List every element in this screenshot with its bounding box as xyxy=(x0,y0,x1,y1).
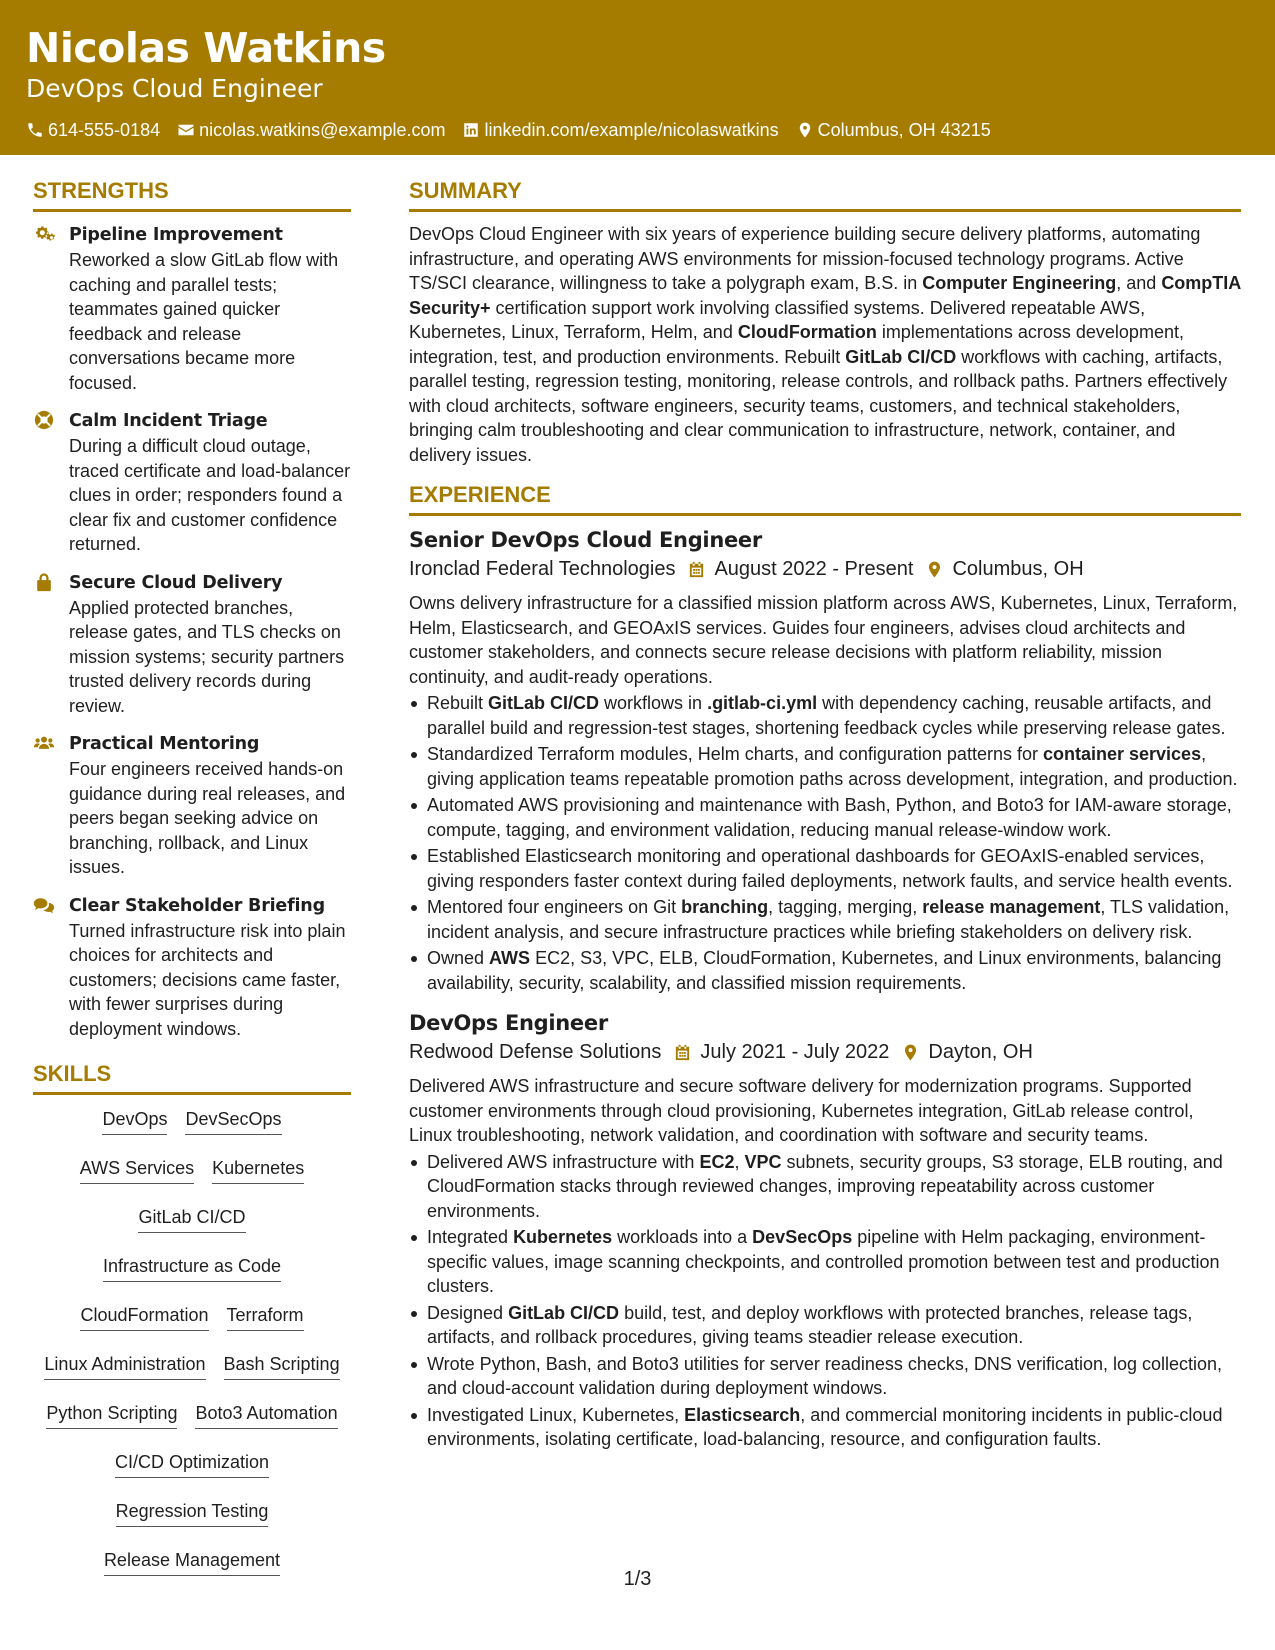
skill-tag: Infrastructure as Code xyxy=(103,1254,281,1282)
resume-header xyxy=(0,0,1275,155)
job-bullet xyxy=(409,1301,1241,1350)
strength-item xyxy=(33,222,351,395)
strength-title: Calm Incident Triage xyxy=(69,411,268,431)
contact-email[interactable] xyxy=(177,118,445,142)
skill-tag: Terraform xyxy=(227,1303,304,1331)
right-column xyxy=(409,176,1241,1466)
skill-tag: Python Scripting xyxy=(46,1401,177,1429)
summary-text xyxy=(409,222,1241,467)
bold-text: GitLab CI/CD xyxy=(488,693,600,713)
job-entry xyxy=(409,1009,1241,1452)
bold-text: GitLab CI/CD xyxy=(845,346,957,367)
job-bullet xyxy=(409,742,1241,791)
bold-text: branching xyxy=(681,897,769,917)
text-run: workflows in xyxy=(599,693,708,713)
text-run: with dependency caching, reusable artifacts, and parallel build and regression-test stages, shortening feedback cycles while preserving release gates. xyxy=(427,693,1226,738)
bold-text: .gitlab-ci.yml xyxy=(707,693,818,713)
job-location: Columbus, OH xyxy=(952,558,1084,580)
strength-title: Pipeline Improvement xyxy=(69,225,283,245)
skill-tag: Regression Testing xyxy=(116,1499,269,1527)
text-run: Established Elasticsearch monitoring and operational dashboards for GEOAxIS-enabled services, giving responders faster context during failed deployments, network faults, and service health events. xyxy=(427,846,1233,891)
text-run: build, test, and deploy workflows with protected branches, release tags, artifacts, and rollback procedures, giving teams steadier release execution. xyxy=(427,1302,1193,1347)
contact-location xyxy=(796,118,991,142)
phone-icon xyxy=(26,121,44,139)
strength-desc: Reworked a slow GitLab flow with caching and parallel tests; teammates gained quicker feedback and release conversations became more focused. xyxy=(69,250,339,393)
text-run: Designed xyxy=(427,1302,509,1323)
bold-text: CompTIA Security+ xyxy=(409,273,1241,318)
map-pin-icon xyxy=(925,560,944,579)
comments-icon xyxy=(33,895,55,915)
text-run: workloads into a xyxy=(612,1227,753,1247)
text-run: Investigated Linux, Kubernetes, xyxy=(427,1404,685,1425)
candidate-title: DevOps Cloud Engineer xyxy=(26,74,323,103)
text-run: Rebuilt xyxy=(427,693,489,713)
text-run: , tagging, merging, xyxy=(768,897,923,917)
job-description: Owns delivery infrastructure for a classified mission platform across AWS, Kubernetes, Linux, Terraform, Helm, Elasticsearch, and GEOAxIS services. Guides four engineers, advises cloud architects and customer stakeholders, and connects secure release decisions with platform reliability, mission continuity, and audit-ready operations. xyxy=(409,593,1238,687)
skill-tag: CI/CD Optimization xyxy=(115,1450,269,1478)
strength-title: Practical Mentoring xyxy=(69,734,260,754)
job-bullet xyxy=(409,895,1241,944)
text-run: , xyxy=(734,1151,745,1172)
envelope-icon xyxy=(177,121,195,139)
strength-item xyxy=(33,570,351,719)
map-pin-icon xyxy=(901,1043,920,1062)
lock-icon xyxy=(33,572,55,592)
text-run: Integrated xyxy=(427,1227,514,1247)
strength-desc: During a difficult cloud outage, traced certificate and load-balancer clues in order; responders found a clear fix and customer confidence returned. xyxy=(69,436,351,554)
job-bullet xyxy=(409,844,1241,893)
skill-tag: Kubernetes xyxy=(212,1156,304,1184)
linkedin-icon xyxy=(462,121,480,139)
contact-linkedin[interactable] xyxy=(462,118,778,142)
text-run: certification support work involving classified systems. Delivered repeatable AWS, Kubernetes, Linux, Terraform, Helm, and xyxy=(409,297,1146,342)
strength-desc: Turned infrastructure risk into plain choices for architects and customers; decisions came faster, with fewer surprises during deployment windows. xyxy=(69,920,346,1039)
job-meta xyxy=(409,1037,1241,1067)
strength-title: Clear Stakeholder Briefing xyxy=(69,895,325,916)
skill-tag: DevOps xyxy=(102,1107,167,1135)
strengths-heading: STRENGTHS xyxy=(33,176,351,212)
bold-text: CloudFormation xyxy=(737,322,877,342)
text-run: pipeline with Helm packaging, environment-specific values, image scanning checkpoints, and controlled promotion between test and production clusters. xyxy=(427,1227,1220,1296)
text-run: Mentored four engineers on Git xyxy=(427,897,682,917)
text-run: subnets, security groups, S3 storage, ELB routing, and CloudFormation stacks through reviewed changes, improving repeatability across customer environments. xyxy=(427,1151,1223,1221)
job-dates: August 2022 - Present xyxy=(714,558,914,580)
skill-tag: DevSecOps xyxy=(185,1107,281,1135)
job-entry xyxy=(409,526,1241,995)
text-run: DevOps Cloud Engineer with six years of experience building secure delivery platforms, automating infrastructure, and operating AWS environments for mission-focused technology programs. Active TS/SCI clearance, willingness to take a polygraph exam, B.S. in xyxy=(409,224,1201,293)
skill-tag: Boto3 Automation xyxy=(195,1401,337,1429)
left-column xyxy=(33,176,351,1587)
job-title: Senior DevOps Cloud Engineer xyxy=(409,528,762,552)
job-location: Dayton, OH xyxy=(928,1041,1033,1063)
users-icon xyxy=(33,733,55,753)
text-run: , TLS validation, incident analysis, and secure infrastructure practices while briefing stakeholders on delivery risk. xyxy=(427,897,1230,942)
strength-item xyxy=(33,731,351,880)
skill-tag: Linux Administration xyxy=(44,1352,205,1380)
text-run: Owned xyxy=(427,948,490,968)
bold-text: EC2 xyxy=(699,1151,735,1172)
job-bullet xyxy=(409,1403,1241,1452)
text-run: Wrote Python, Bash, and Boto3 utilities for server readiness checks, DNS verification, log collection, and cloud-account validation during deployment windows. xyxy=(427,1353,1223,1398)
bold-text: release management xyxy=(922,897,1101,917)
gears-icon xyxy=(33,224,55,244)
life-ring-icon xyxy=(33,410,55,430)
strength-title: Secure Cloud Delivery xyxy=(69,572,283,593)
bold-text: container services xyxy=(1042,744,1202,764)
job-bullets xyxy=(409,691,1241,995)
job-bullet xyxy=(409,1225,1241,1299)
phone-text: 614-555-0184 xyxy=(48,120,161,140)
job-bullet xyxy=(409,1150,1241,1224)
strength-item xyxy=(33,893,351,1042)
bold-text: Kubernetes xyxy=(513,1227,613,1247)
bold-text: AWS xyxy=(489,948,531,968)
text-run: , giving application teams repeatable promotion paths across development, integration, and production. xyxy=(427,744,1238,789)
calendar-icon xyxy=(687,560,706,579)
candidate-name: Nicolas Watkins xyxy=(26,24,386,72)
summary-heading: SUMMARY xyxy=(409,176,1241,212)
text-run: implementations across development, integration, test, and production environments. Rebuilt xyxy=(409,322,1184,367)
job-dates: July 2021 - July 2022 xyxy=(700,1041,890,1063)
skill-tag: Release Management xyxy=(104,1548,280,1576)
skill-tag: Bash Scripting xyxy=(224,1352,340,1380)
bold-text: VPC xyxy=(744,1151,782,1172)
job-bullet xyxy=(409,1352,1241,1401)
job-company: Ironclad Federal Technologies xyxy=(409,558,676,580)
job-bullet xyxy=(409,793,1241,842)
text-run: , and commercial monitoring incidents in public-cloud environments, isolating certificate, load-balancing, resource, and configuration faults. xyxy=(427,1404,1223,1449)
text-run: workflows with caching, artifacts, parallel testing, regression testing, monitoring, release controls, and rollback paths. Partners effectively with cloud architects, software engineers, security teams, customers, and technical stakeholders, bringing calm troubleshooting and clear communication to infrastructure, network, container, and delivery issues. xyxy=(409,346,1228,465)
text-run: , and xyxy=(1116,273,1162,293)
bold-text: Elasticsearch xyxy=(684,1404,801,1425)
skill-tag: CloudFormation xyxy=(80,1303,208,1331)
strength-item xyxy=(33,408,351,557)
location-text: Columbus, OH 43215 xyxy=(817,120,991,140)
text-run: Automated AWS provisioning and maintenance with Bash, Python, and Boto3 for IAM-aware storage, compute, tagging, and environment validation, reducing manual release-window work. xyxy=(427,795,1232,840)
contact-phone xyxy=(26,118,160,142)
contact-bar xyxy=(26,118,1249,142)
page-number: 1/3 xyxy=(623,1568,652,1590)
linkedin-text[interactable]: linkedin.com/example/nicolaswatkins xyxy=(484,120,779,140)
text-run: EC2, S3, VPC, ELB, CloudFormation, Kubernetes, and Linux environments, balancing availability, security, scalability, and classified mission requirements. xyxy=(427,948,1222,993)
text-run: Delivered AWS infrastructure with xyxy=(427,1151,700,1172)
calendar-icon xyxy=(673,1043,692,1062)
skill-tag: AWS Services xyxy=(80,1156,194,1184)
skill-tag: GitLab CI/CD xyxy=(138,1205,245,1233)
job-company: Redwood Defense Solutions xyxy=(409,1041,662,1063)
bold-text: DevSecOps xyxy=(752,1227,853,1247)
bold-text: Computer Engineering xyxy=(922,273,1117,293)
strength-desc: Four engineers received hands-on guidance during real releases, and peers began seeking advice on branching, rollback, and Linux issues. xyxy=(69,759,346,877)
strength-desc: Applied protected branches, release gates, and TLS checks on mission systems; security partners trusted delivery records during review. xyxy=(69,597,345,716)
skills-heading: SKILLS xyxy=(33,1059,351,1095)
job-bullets xyxy=(409,1150,1241,1452)
job-meta xyxy=(409,554,1241,584)
job-bullet xyxy=(409,691,1241,740)
email-text[interactable]: nicolas.watkins@example.com xyxy=(199,120,446,140)
skills-list xyxy=(33,1097,351,1587)
bold-text: GitLab CI/CD xyxy=(508,1302,620,1323)
job-description: Delivered AWS infrastructure and secure software delivery for modernization programs. Supported customer environments through cloud provisioning, Kubernetes integration, GitLab release control, Linux troubleshooting, network validation, and coordination with software and security teams. xyxy=(409,1076,1194,1145)
job-bullet xyxy=(409,946,1241,995)
job-title: DevOps Engineer xyxy=(409,1011,608,1035)
experience-heading: EXPERIENCE xyxy=(409,480,1241,516)
map-pin-icon xyxy=(796,121,814,139)
text-run: Standardized Terraform modules, Helm charts, and configuration patterns for xyxy=(427,744,1043,764)
